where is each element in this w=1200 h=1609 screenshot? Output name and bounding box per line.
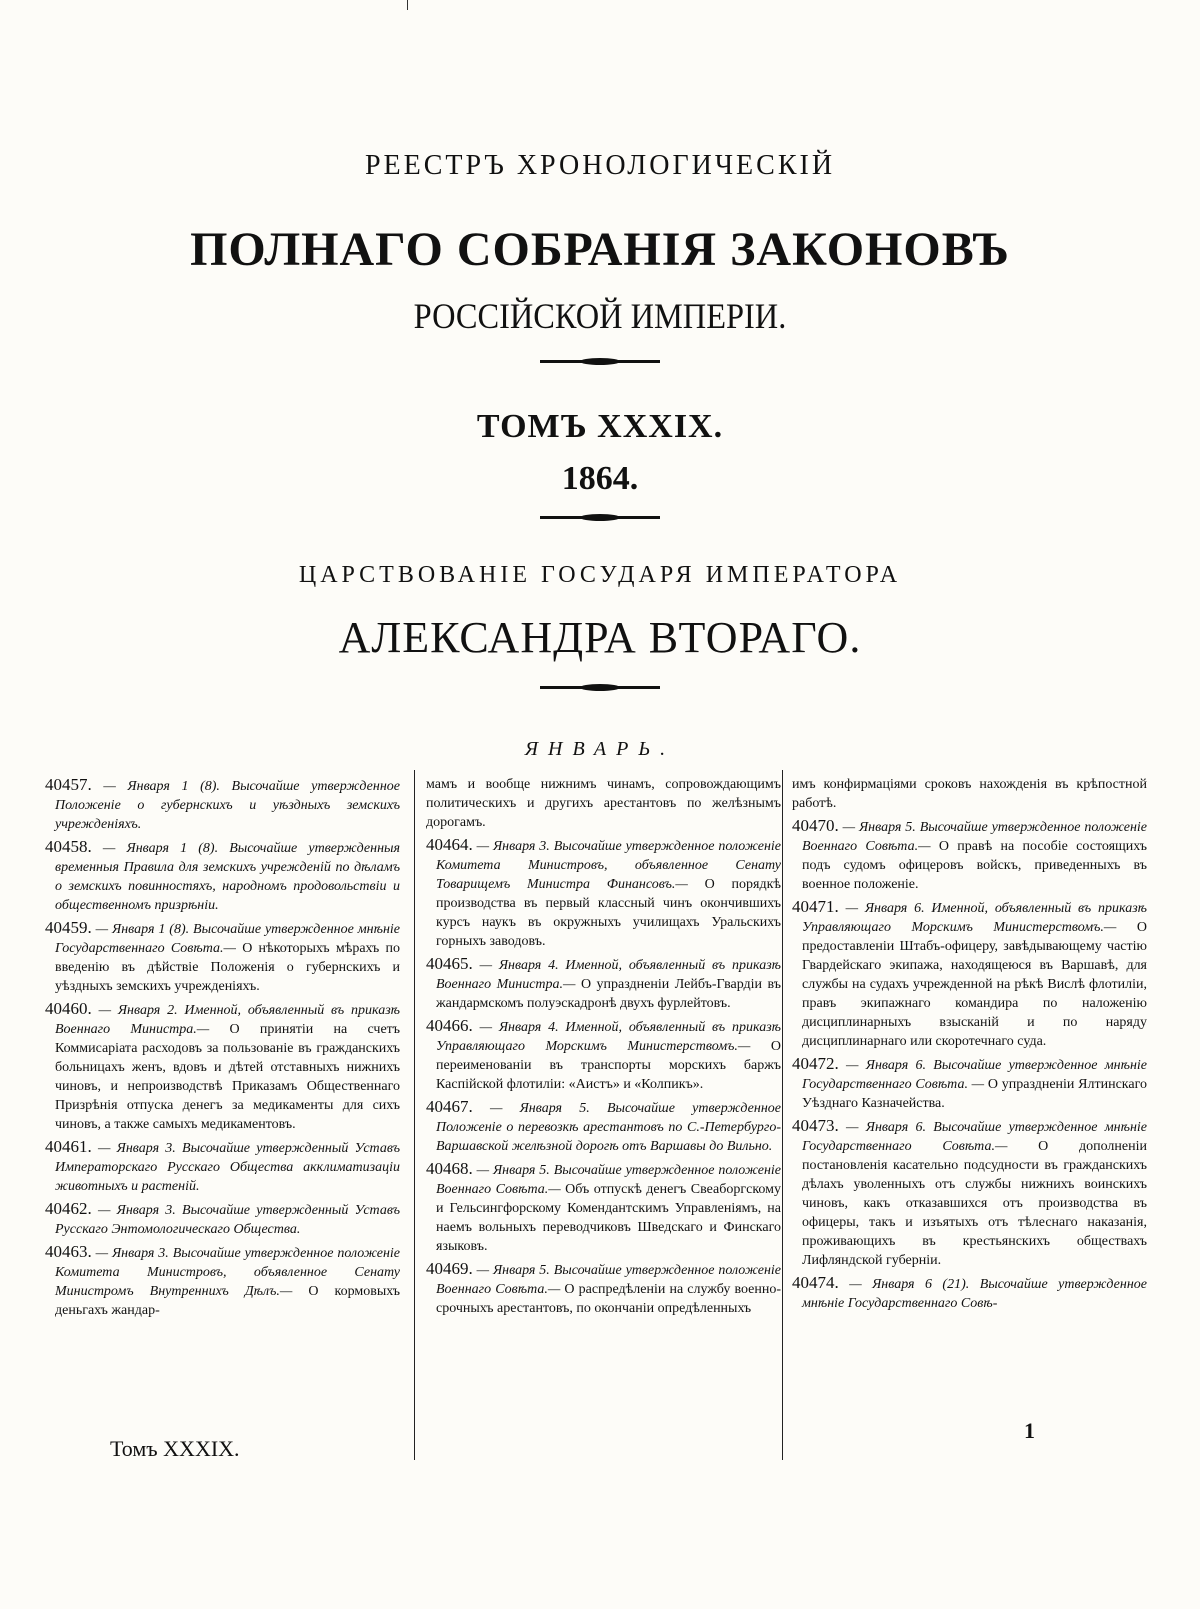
register-column-3 — [792, 775, 1147, 1465]
entry-body: О порядкѣ производства въ первый классный чинъ окончившихъ курсъ наукъ въ окружныхъ училищахъ Уральскихъ горныхъ заводовъ. — [436, 877, 781, 949]
register-entry — [792, 1054, 1147, 1113]
register-entry — [45, 1137, 400, 1196]
entry-body: О дополненіи постановленія касательно подсудности въ гражданскихъ дѣлахъ уволенныхъ отъ службы нижнихъ воинскихъ чиновъ, какъ отказавшихся отъ производства въ офицеры, такъ и изъятыхъ отъ тѣлеснаго наказанія, проживающихъ въ крестьянскихъ обществахъ Лифляндской губерніи. — [802, 1139, 1147, 1268]
entry-heading: — Января 5. Высочайше утвержденное положеніе Военнаго Совѣта.— — [802, 820, 1147, 854]
register-entry — [792, 1273, 1147, 1313]
year-heading: 1864. — [561, 460, 639, 497]
register-entry — [45, 775, 400, 834]
entry-body: О правѣ на пособіе состоящихъ подъ судомъ офицеровъ войскъ, приведенныхъ въ военное положеніе. — [802, 839, 1147, 892]
register-entry — [45, 1242, 400, 1320]
entry-number: 40466. — [426, 1016, 473, 1035]
register-column-2 — [426, 775, 781, 1465]
ornamental-rule — [540, 360, 660, 363]
register-entry — [45, 837, 400, 915]
ornamental-rule — [540, 516, 660, 519]
entry-number: 40468. — [426, 1159, 473, 1178]
entry-heading: — Января 5. Высочайше утвержденное положеніе Военнаго Совѣта.— — [436, 1263, 781, 1297]
entry-heading: — Января 3. Высочайше утвержденное положеніе Комитета Министровъ, объявленное Сенату Товарищемъ Министра Финансовъ.— — [436, 839, 781, 892]
register-column-1 — [45, 775, 400, 1465]
entry-number: 40472. — [792, 1054, 839, 1073]
entry-number: 40462. — [45, 1199, 92, 1218]
title-line-2: ПОЛНАГО СОБРАНІЯ ЗАКОНОВЪ — [190, 223, 1010, 276]
register-entry — [426, 775, 781, 832]
column-divider — [414, 770, 415, 1460]
entry-heading: — Января 3. Высочайше утвержденное положеніе Комитета Министровъ, объявленное Сенату Министромъ Внутреннихъ Дѣлъ.— — [55, 1246, 400, 1299]
reign-heading: ЦАРСТВОВАНІЕ ГОСУДАРЯ ИМПЕРАТОРА — [298, 562, 902, 588]
entry-heading: — Января 6 (21). Высочайше утвержденное мнѣніе Государственнаго Совѣ- — [802, 1277, 1147, 1311]
entry-body: О предоставленіи Штабъ-офицеру, завѣдывающему частію Гвардейскаго экипажа, находящеюся въ Варшавѣ, для службы на судахъ учрежденной на рѣкѣ Вислѣ флотиліи, правъ экипажнаго командира по наложенію дисциплинарныхъ взысканій и по наряду дисциплинарнаго или скоротечнаго суда. — [802, 920, 1147, 1049]
top-margin-mark — [407, 0, 408, 10]
entry-number: 40463. — [45, 1242, 92, 1261]
month-heading: ЯНВАРЬ. — [524, 738, 676, 760]
register-entry — [792, 816, 1147, 894]
title-line-3: РОССІЙСКОЙ ИМПЕРІИ. — [413, 296, 787, 336]
entry-number: 40474. — [792, 1273, 839, 1292]
entry-number: 40464. — [426, 835, 473, 854]
entry-body: О упраздненіи Лейбъ-Гвардіи въ жандармскомъ полуэскадронѣ двухъ фурлейтовъ. — [436, 977, 781, 1011]
emperor-heading: АЛЕКСАНДРА ВТОРАГО. — [338, 613, 862, 662]
register-entry — [426, 954, 781, 1013]
entry-heading: — Января 1 (8). Высочайше утвержденное Положеніе о губернскихъ и уѣздныхъ земскихъ учрежденіяхъ. — [55, 779, 400, 832]
entry-body: О кормовыхъ деньгахъ жандар- — [55, 1284, 400, 1318]
entry-body: О нѣкоторыхъ мѣрахъ по введенію въ дѣйствіе Положенія о губернскихъ и уѣздныхъ земскихъ учрежденіяхъ. — [55, 941, 400, 994]
entry-body: имъ конфирмаціями сроковъ нахожденія въ крѣпостной работѣ. — [792, 777, 1147, 811]
entry-heading: — Января 4. Именной, объявленный въ приказѣ Управляющаго Морскимъ Министерствомъ.— — [436, 1020, 781, 1054]
entry-body: мамъ и вообще нижнимъ чинамъ, сопровождающимъ политическихъ и другихъ арестантовъ по желѣзнымъ дорогамъ. — [426, 777, 781, 830]
register-entry — [426, 1259, 781, 1318]
entry-body: О переименованіи въ транспорты морскихъ баржъ Каспійской флотиліи: «Аистъ» и «Колпикъ». — [436, 1039, 781, 1092]
entry-heading: — Января 2. Именной, объявленный въ приказѣ Военнаго Министра.— — [55, 1003, 400, 1037]
entry-heading: — Января 5. Высочайше утвержденное положеніе Военнаго Совѣта.— — [436, 1163, 781, 1197]
entry-number: 40471. — [792, 897, 839, 916]
entry-number: 40457. — [45, 775, 92, 794]
entry-body: Объ отпускѣ денегъ Свеаборгскому и Гельсингфорскому Комендантскимъ Управленіямъ, на наемъ вольныхъ переводчиковъ Шведскаго и Финскаго языковъ. — [436, 1182, 781, 1254]
register-entry — [426, 1159, 781, 1256]
entry-number: 40461. — [45, 1137, 92, 1156]
entry-number: 40470. — [792, 816, 839, 835]
register-entry — [45, 1199, 400, 1239]
entry-number: 40465. — [426, 954, 473, 973]
page-number: 1 — [1024, 1418, 1035, 1443]
register-entry — [426, 1097, 781, 1156]
entry-heading: — Января 4. Именной, объявленный въ приказѣ Военнаго Министра.— — [436, 958, 781, 992]
register-entry — [792, 775, 1147, 813]
entry-heading: — Января 1 (8). Высочайше утвержденныя временныя Правила для земскихъ учрежденій по дѣламъ о земскихъ повинностяхъ, народномъ продовольствіи и общественномъ призрѣніи. — [55, 841, 400, 913]
title-line-1: РЕЕСТРЪ ХРОНОЛОГИЧЕСКІЙ — [364, 150, 836, 181]
entry-heading: — Января 3. Высочайше утвержденный Уставъ Русскаго Энтомологическаго Общества. — [55, 1203, 400, 1237]
entry-heading: — Января 1 (8). Высочайше утвержденное мнѣніе Государственнаго Совѣта.— — [55, 922, 400, 956]
entry-number: 40467. — [426, 1097, 473, 1116]
entry-heading: — Января 6. Именной, объявленный въ приказѣ Управляющаго Морскимъ Министерствомъ.— — [802, 901, 1147, 935]
register-entry — [45, 999, 400, 1134]
entry-number: 40473. — [792, 1116, 839, 1135]
register-entry — [792, 897, 1147, 1051]
entry-body: О распредѣленіи на службу военно-срочныхъ арестантовъ, по окончаніи опредѣленныхъ — [436, 1282, 781, 1316]
entry-heading: — Января 6. Высочайше утвержденное мнѣніе Государственнаго Совѣта.— — [802, 1120, 1147, 1154]
register-entry — [792, 1116, 1147, 1270]
entry-number: 40458. — [45, 837, 92, 856]
register-entry — [426, 835, 781, 951]
volume-heading: ТОМЪ XXXIX. — [476, 408, 724, 445]
column-divider — [782, 770, 783, 1460]
entry-number: 40469. — [426, 1259, 473, 1278]
footer-volume-label: Томъ XXXIX. — [110, 1436, 240, 1461]
entry-heading: — Января 5. Высочайше утвержденное Положеніе о перевозкѣ арестантовъ по С.-Петербурго-Варшавской желѣзной дорогѣ отъ Варшавы до Вильно. — [436, 1101, 781, 1154]
register-entry — [45, 918, 400, 996]
entry-number: 40459. — [45, 918, 92, 937]
entry-heading: — Января 3. Высочайше утвержденный Уставъ Императорскаго Русскаго Общества акклиматизаціи животныхъ и растеній. — [55, 1141, 400, 1194]
entry-heading: — Января 6. Высочайше утвержденное мнѣніе Государственнаго Совѣта. — — [802, 1058, 1147, 1092]
register-entry — [426, 1016, 781, 1094]
entry-body: О принятіи на счетъ Коммисаріата расходовъ за пользованіе въ гражданскихъ больницахъ женъ, вдовъ и дѣтей отставныхъ нижнихъ чиновъ, и непроизводствѣ Приказамъ Общественнаго Призрѣнія отпуска денегъ за медикаменты для сихъ чиновъ, а также самыхъ медикаментовъ. — [55, 1022, 400, 1132]
entry-body: О упраздненіи Ялтинскаго Уѣзднаго Казначейства. — [802, 1077, 1147, 1111]
entry-number: 40460. — [45, 999, 92, 1018]
ornamental-rule — [540, 686, 660, 689]
